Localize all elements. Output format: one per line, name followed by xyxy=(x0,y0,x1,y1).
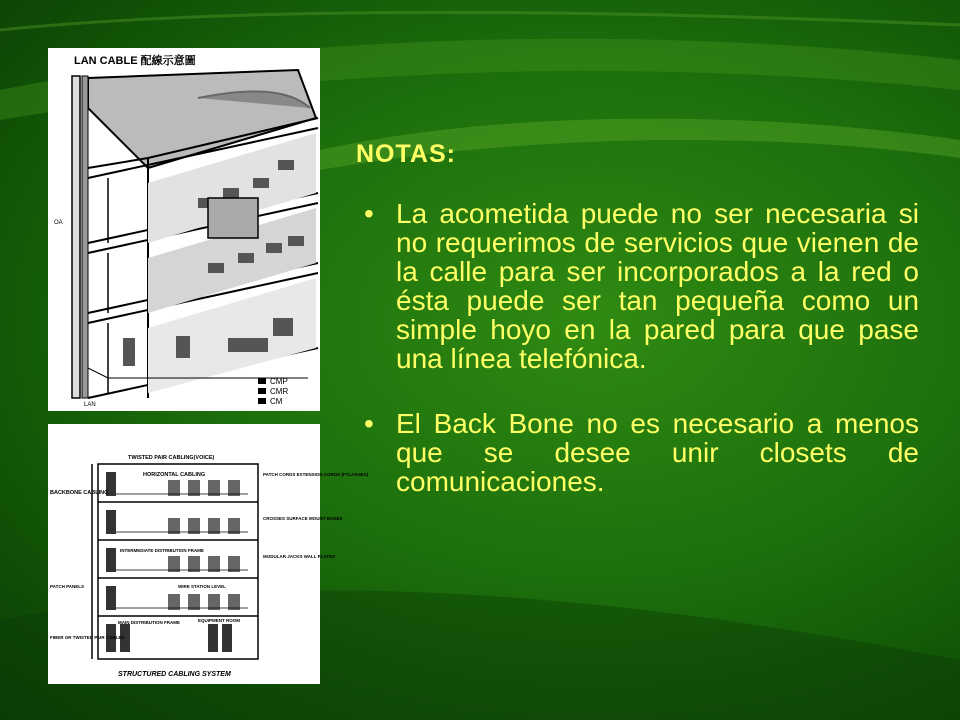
notes-list xyxy=(356,199,919,496)
label-equipment-room: EQUIPMENT ROOM xyxy=(198,618,241,623)
label-patch-panels: PATCH PANELS xyxy=(50,584,85,589)
label-horizontal: HORIZONTAL CABLING xyxy=(143,472,206,478)
label-oa: OA xyxy=(54,220,63,226)
label-backbone: BACKBONE CABLING xyxy=(50,490,109,496)
label-intermediate: INTERMEDIATE DISTRIBUTION FRAME xyxy=(120,548,204,553)
label-twisted-pair: TWISTED PAIR CABLING(VOICE) xyxy=(128,455,215,461)
label-patch-cords: PATCH CORDS EXTENSION CORDS (FTLASHES) xyxy=(263,472,369,477)
notes-item xyxy=(356,409,919,496)
label-wall-plates: MODULAR JACKS WALL PLATES xyxy=(263,554,336,559)
legend-cmr: CMR xyxy=(270,387,289,396)
notes-item xyxy=(356,199,919,373)
notes-section xyxy=(356,140,919,532)
legend-cm: CM xyxy=(270,397,283,406)
label-surface-mount: CROSSES SURFACE MOUNT BOXES xyxy=(263,516,343,521)
diagram-title: LAN CABLE 配線示意圖 xyxy=(74,55,196,67)
label-wire-station: WIRE STATION LEVEL xyxy=(178,584,226,589)
notes-item-text: El Back Bone no es necesario a menos que se desee unir closets de comunicaciones. xyxy=(396,408,919,497)
structured-cabling-diagram xyxy=(48,424,369,684)
bullet-icon: • xyxy=(364,408,374,439)
diagram-caption: STRUCTURED CABLING SYSTEM xyxy=(118,671,231,678)
bullet-icon: • xyxy=(364,198,374,229)
legend-cmp: CMP xyxy=(270,377,288,386)
label-main-distribution: MAIN DISTRIBUTION FRAME xyxy=(118,620,180,625)
notes-item-text: La acometida puede no ser necesaria si no requerimos de servicios que vienen de la calle para ser incorporados a la red o ésta puede ser tan pequeña como un simple hoyo en la pared para que pase una línea telefónica. xyxy=(396,198,919,374)
label-lan: LAN xyxy=(84,402,96,408)
building-cabling-diagram xyxy=(48,48,320,411)
notes-heading: NOTAS: xyxy=(356,140,456,168)
label-fiber: FIBER OR TWISTED PAIR CABLES xyxy=(50,635,125,640)
